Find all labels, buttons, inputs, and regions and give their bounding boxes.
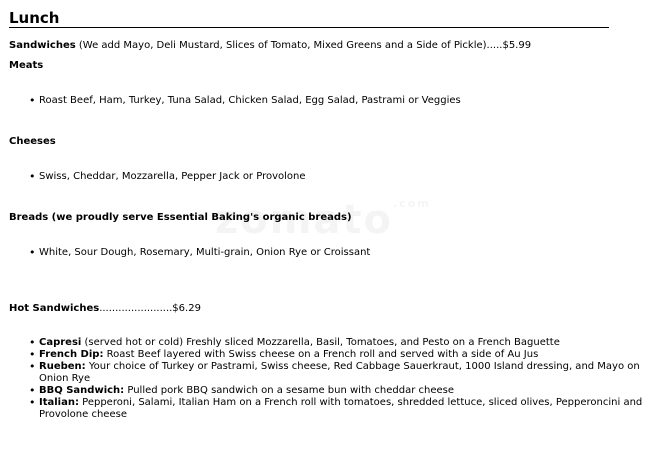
hot-sandwiches-list xyxy=(9,337,645,421)
list-item: • Roast Beef, Ham, Turkey, Tuna Salad, Chicken Salad, Egg Salad, Pastrami or Veggies xyxy=(39,95,645,107)
list-item: • BBQ Sandwich: Pulled pork BBQ sandwich on a sesame bun with cheddar cheese xyxy=(39,385,645,397)
sandwiches-label: Sandwiches xyxy=(9,40,76,51)
breads-heading: Breads (we proudly serve Essential Baking's organic breads) xyxy=(9,212,352,223)
list-item: • Rueben: Your choice of Turkey or Pastrami, Swiss cheese, Red Cabbage Sauerkraut, 1000 Island dressing, and Mayo on Onion Rye xyxy=(39,361,645,385)
list-item: • White, Sour Dough, Rosemary, Multi-grain, Onion Rye or Croissant xyxy=(39,247,645,259)
cheeses-list xyxy=(9,171,645,183)
hot-sandwiches-label: Hot Sandwiches xyxy=(9,303,100,314)
hot-sandwiches-price: .......................$6.29 xyxy=(99,303,201,314)
sandwiches-note: (We add Mayo, Deli Mustard, Slices of Tomato, Mixed Greens and a Side of Pickle).....$5.99 xyxy=(75,40,532,51)
meats-heading: Meats xyxy=(9,60,44,71)
breads-list xyxy=(9,247,645,259)
menu-page xyxy=(9,10,645,421)
list-item: • Italian: Pepperoni, Salami, Italian Ham on a French roll with tomatoes, shredded lettuce, sliced olives, Pepperoncini and Provolone cheese xyxy=(39,397,645,421)
list-item: • French Dip: Roast Beef layered with Swiss cheese on a French roll and served with a side of Au Jus xyxy=(39,349,645,361)
sandwiches-line xyxy=(9,40,645,52)
list-item: • Swiss, Cheddar, Mozzarella, Pepper Jack or Provolone xyxy=(39,171,645,183)
page-title: Lunch xyxy=(9,10,609,28)
hot-sandwiches-line xyxy=(9,303,645,315)
cheeses-heading: Cheeses xyxy=(9,136,56,147)
list-item: • Capresi (served hot or cold) Freshly sliced Mozzarella, Basil, Tomatoes, and Pesto on a French Baguette xyxy=(39,337,645,349)
meats-list xyxy=(9,95,645,107)
